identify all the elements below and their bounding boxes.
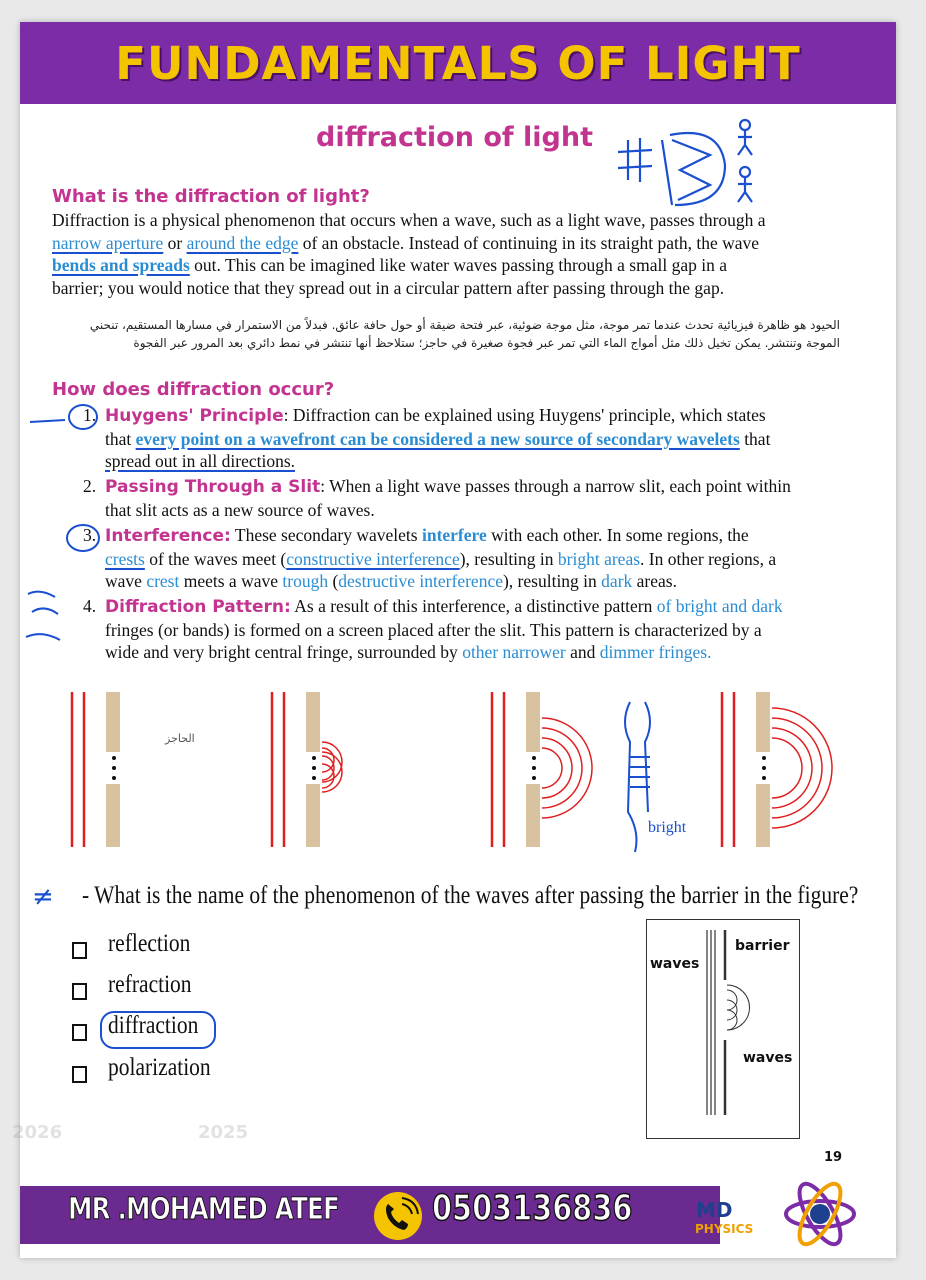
list-line: [105, 475, 875, 499]
item-text: ), resulting in: [502, 571, 602, 591]
para-line: Diffraction is a physical phenomenon that occurs when a wave, such as a light wave, passes through a: [52, 210, 766, 230]
list-item: [83, 595, 875, 664]
figure-label-waves-right: waves: [743, 1050, 793, 1066]
item-title: Passing Through a Slit: [105, 477, 321, 497]
diffraction-diagrams: [60, 682, 860, 872]
diagram-2: [272, 692, 342, 847]
item-text: of the waves meet (: [144, 548, 287, 569]
item-text: that: [105, 428, 136, 449]
section-subtitle: diffraction of light: [316, 122, 593, 153]
arabic-translation: [50, 316, 840, 352]
handwritten-marks: [20, 392, 140, 672]
arabic-line: الموجة وتنتشر. يمكن تخيل ذلك مثل أمواج الماء التي تمر عبر فجوة صغيرة في حاجز؛ ستلاحظ أنها تنتشر في نمط دائري بعد المرور عبر الفجوة: [133, 336, 840, 350]
item-text: areas.: [632, 571, 677, 591]
item-highlight: other narrower: [462, 642, 566, 662]
item-highlight: trough: [282, 571, 329, 591]
arabic-line: الحيود هو ظاهرة فيزيائية تحدث عندما تمر موجة، مثل موجة ضوئية، عبر فتحة ضيقة أو حول حافة عائق. فبدلاً من الاستمرار في مسارها المستقيم، تنحني: [89, 318, 840, 332]
list-line: [105, 548, 875, 571]
item-highlight: bright areas: [557, 548, 641, 569]
item-text: wave: [105, 571, 147, 591]
list-line: that slit acts as a new source of waves.: [105, 499, 375, 520]
item-highlight: of bright and dark: [656, 596, 783, 616]
list-item: [83, 524, 875, 593]
item-highlight: crests: [105, 548, 145, 569]
item-text: wide and very bright central fringe, surrounded by: [105, 642, 463, 662]
item-highlight: every point on a wavefront can be considered a new source of secondary wavelets: [135, 428, 740, 449]
item-text: and: [565, 642, 600, 662]
item-title: Interference:: [105, 526, 231, 546]
diagram-4: [722, 692, 832, 847]
figure-label-waves-left: waves: [650, 956, 700, 972]
para-line: barrier; you would notice that they spread out in a circular pattern after passing through the gap.: [52, 277, 725, 298]
para-highlight: narrow aperture: [52, 232, 164, 253]
item-highlight: interfere: [421, 525, 487, 545]
list-line: [105, 428, 875, 451]
item-text: : Diffraction can be explained using Huygens' principle, which states: [283, 405, 766, 425]
phone-number: 0503136836: [432, 1188, 633, 1229]
item-highlight: dimmer fringes.: [599, 642, 712, 662]
title-banner: [20, 22, 896, 104]
item-text: As a result of this interference, a distinctive pattern: [290, 596, 657, 616]
figure-label-barrier: barrier: [735, 938, 790, 954]
list-line: [105, 570, 875, 593]
phone-icon: [372, 1190, 424, 1242]
logo-physics: PHYSICS: [695, 1222, 754, 1236]
bright-annotation: bright: [648, 819, 687, 836]
item-title: Diffraction Pattern:: [105, 597, 291, 617]
item-text: meets a wave: [179, 571, 283, 591]
para-highlight: around the edge: [186, 232, 299, 253]
list-line: [105, 404, 875, 428]
item-text: . In other regions, a: [640, 548, 777, 569]
item-highlight: crest: [146, 571, 180, 591]
section-heading-how: How does diffraction occur?: [52, 379, 335, 400]
para-text: or: [163, 232, 187, 253]
item-text: that: [739, 428, 771, 449]
logo-md: MD: [696, 1198, 733, 1222]
list-number: 4.: [83, 596, 97, 616]
list-line: [105, 524, 875, 548]
item-title: Huygens' Principle: [105, 406, 284, 426]
list-item: [83, 475, 875, 521]
author-name: MR .MOHAMED ATEF: [68, 1192, 340, 1227]
list-number: 2.: [83, 476, 97, 496]
page-number: 19: [824, 1150, 843, 1165]
para-text: out. This can be imagined like water waves passing through a small gap in a: [189, 255, 727, 275]
option-diffraction[interactable]: diffraction: [108, 1012, 199, 1039]
question-figure: [646, 919, 800, 1139]
item-highlight: destructive interference: [338, 571, 503, 591]
item-text: with each other. In some regions, the: [486, 525, 749, 545]
para-highlight: bends and spreads: [52, 255, 190, 275]
atom-logo-icon: [780, 1174, 860, 1254]
para-text: of an obstacle. Instead of continuing in its straight path, the wave: [298, 232, 760, 253]
watermark-year: 2026: [12, 1122, 63, 1143]
item-highlight: dark: [601, 571, 633, 591]
option-checkbox[interactable]: [72, 1066, 87, 1083]
option-reflection[interactable]: reflection: [108, 930, 191, 957]
document-page: [12, 22, 896, 1258]
section-heading-what: What is the diffraction of light?: [52, 186, 370, 207]
option-checkbox[interactable]: [72, 983, 87, 1000]
page-title: FUNDAMENTALS OF LIGHT: [115, 37, 801, 90]
list-line: [105, 595, 875, 619]
selected-answer-circle: [100, 1011, 216, 1049]
footer: [20, 1150, 896, 1258]
list-item: [83, 404, 875, 473]
para-line: [52, 232, 872, 255]
list-number: 1.: [83, 405, 97, 425]
option-checkbox[interactable]: [72, 942, 87, 959]
item-highlight: constructive interference: [286, 548, 460, 569]
item-text: : When a light wave passes through a narrow slit, each point within: [320, 476, 791, 496]
barrier-arabic-annotation: الحاجز: [165, 732, 195, 745]
diagram-1: [72, 692, 122, 847]
list-number: 3.: [83, 525, 97, 545]
item-text: (: [328, 571, 339, 591]
list-line: fringes (or bands) is formed on a screen placed after the slit. This pattern is characterized by a: [105, 619, 762, 640]
diagram-3: [492, 692, 650, 852]
item-text: These secondary wavelets: [230, 525, 422, 545]
question-text: - What is the name of the phenomenon of the waves after passing the barrier in the figure?: [82, 882, 859, 909]
para-line: [52, 254, 872, 277]
question-marker: ≠: [32, 882, 54, 912]
option-checkbox[interactable]: [72, 1024, 87, 1041]
item-text: ), resulting in: [459, 548, 558, 569]
section1-paragraph: [52, 209, 872, 299]
option-polarization[interactable]: polarization: [108, 1054, 211, 1081]
handwritten-sketch: [610, 110, 780, 215]
list-line: spread out in all directions.: [105, 451, 296, 471]
list-line: [105, 641, 875, 664]
option-refraction[interactable]: refraction: [108, 971, 192, 998]
watermark-year: 2025: [198, 1122, 249, 1143]
